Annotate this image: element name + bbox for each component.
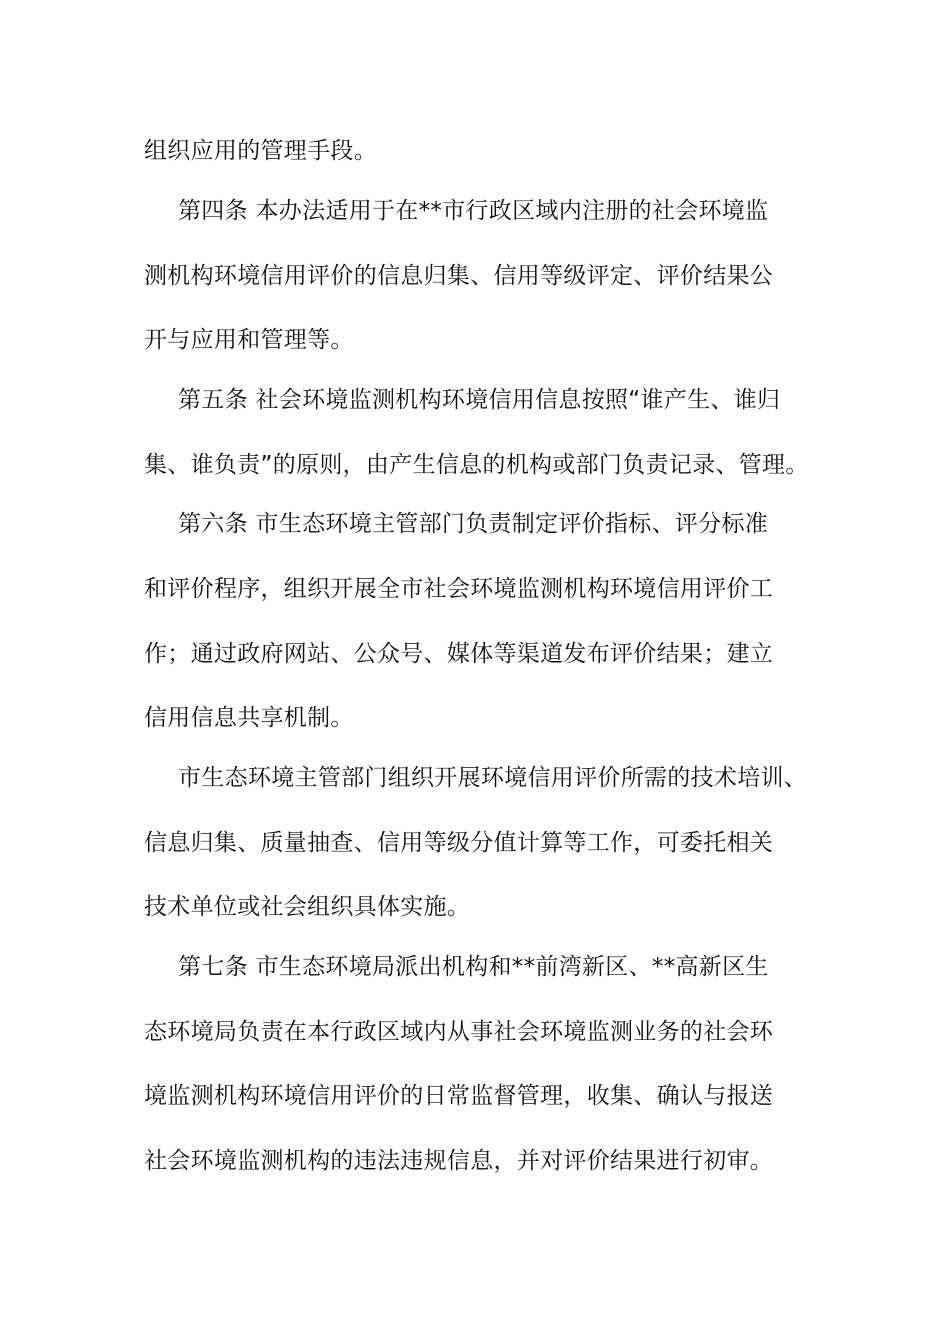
article-7-line-3: 境监测机构环境信用评价的日常监督管理，收集、确认与报送 bbox=[144, 1083, 774, 1109]
article-6-line-3: 作；通过政府网站、公众号、媒体等渠道发布评价结果；建立 bbox=[144, 641, 774, 667]
article-6-para2-line-2: 信息归集、质量抽查、信用等级分值计算等工作，可委托相关 bbox=[144, 830, 774, 856]
article-7-line-2: 态环境局负责在本行政区域内从事社会环境监测业务的社会环 bbox=[144, 1019, 774, 1045]
article-5-line-1: 第五条 社会环境监测机构环境信用信息按照“谁产生、谁归 bbox=[178, 387, 781, 413]
article-6-para2-line-3: 技术单位或社会组织具体实施。 bbox=[144, 894, 471, 920]
article-6-para2-line-1: 市生态环境主管部门组织开展环境信用评价所需的技术培训、 bbox=[178, 765, 808, 791]
text-line-1: 组织应用的管理手段。 bbox=[144, 138, 377, 164]
article-7-line-1: 第七条 市生态环境局派出机构和**前湾新区、**高新区生 bbox=[178, 954, 769, 980]
article-5-line-2: 集、谁负责”的原则，由产生信息的机构或部门负责记录、管理。 bbox=[144, 452, 809, 478]
article-4-line-1: 第四条 本办法适用于在**市行政区域内注册的社会环境监 bbox=[178, 198, 769, 224]
article-4-line-3: 开与应用和管理等。 bbox=[144, 327, 354, 353]
article-6-line-1: 第六条 市生态环境主管部门负责制定评价指标、评分标准 bbox=[178, 511, 769, 537]
article-4-line-2: 测机构环境信用评价的信息归集、信用等级评定、评价结果公 bbox=[144, 263, 774, 289]
article-7-line-4: 社会环境监测机构的违法违规信息，并对评价结果进行初审。 bbox=[144, 1148, 774, 1174]
article-6-line-2: 和评价程序，组织开展全市社会环境监测机构环境信用评价工 bbox=[144, 576, 774, 602]
article-6-line-4: 信用信息共享机制。 bbox=[144, 705, 354, 731]
